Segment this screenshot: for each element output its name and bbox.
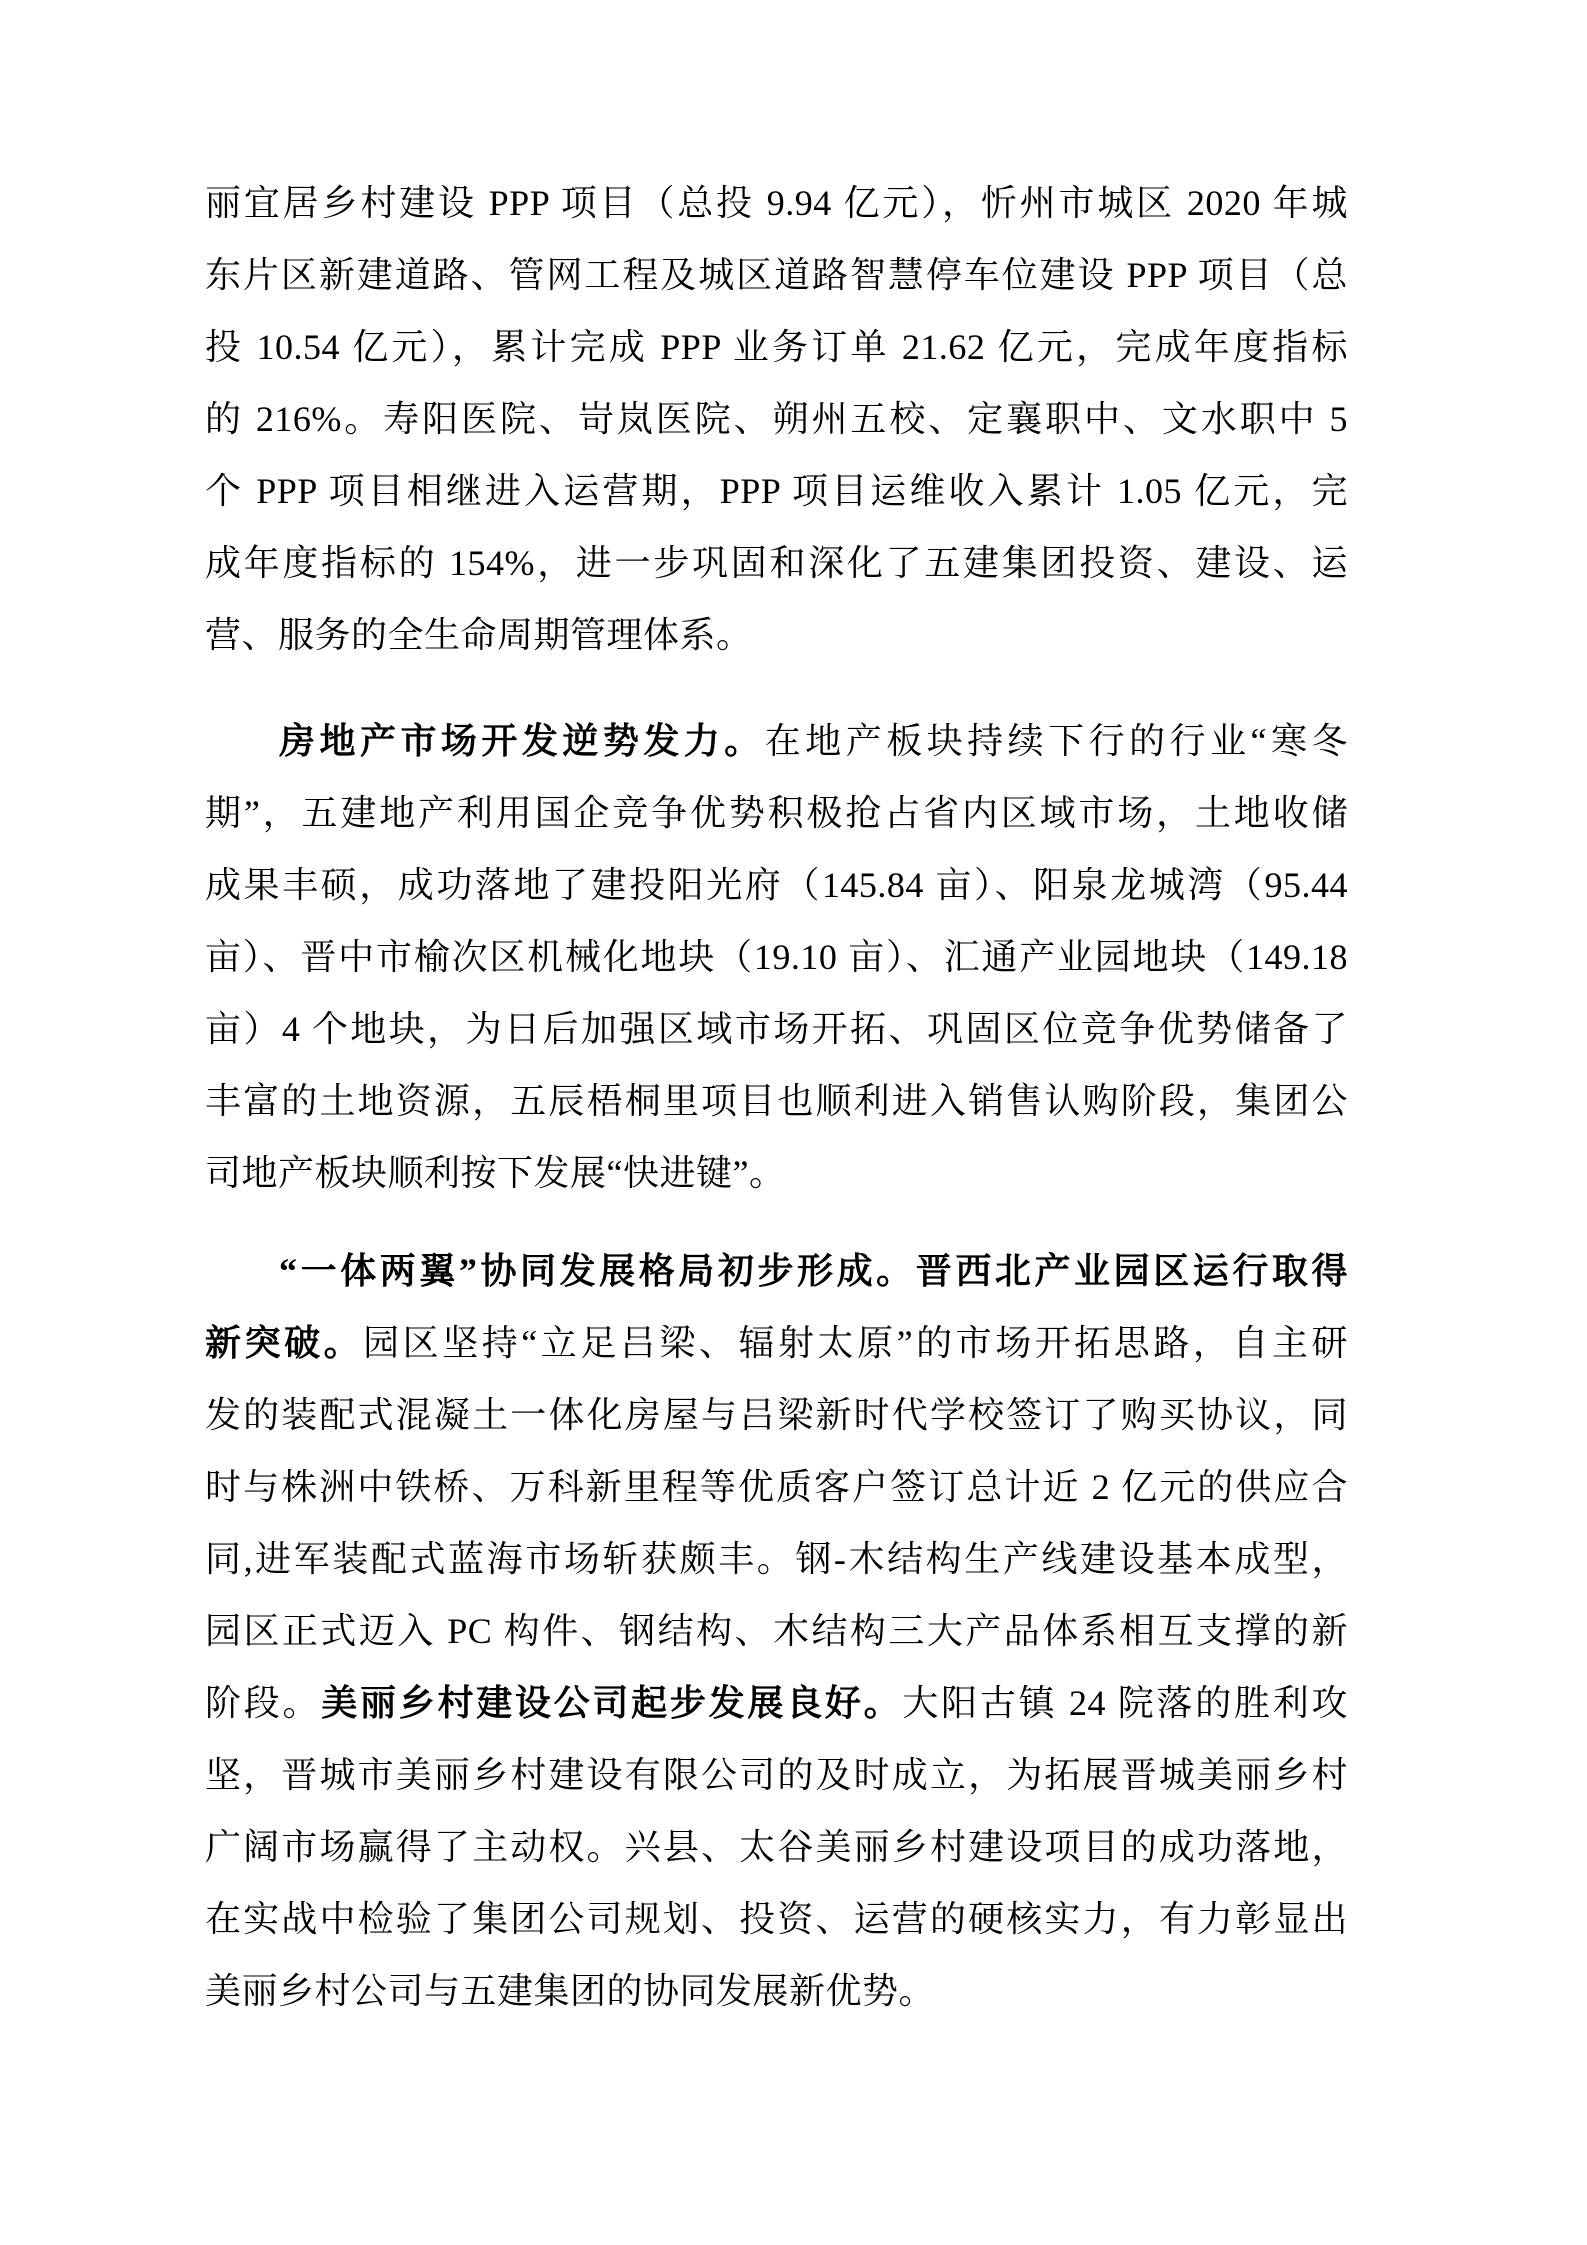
text-run: 东片区新建道路、管网工程及城区道路智慧停车位建设 PPP 项目（总: [205, 255, 1348, 295]
text-run: 大阳古镇 24 院落的胜利攻: [902, 1683, 1348, 1723]
text-line: [205, 527, 1348, 599]
paragraph: [205, 705, 1348, 1209]
text-run: 亩）4 个地块，为日后加强区域市场开拓、巩固区位竞争优势储备了: [205, 1009, 1348, 1049]
bold-text-run: “一体两翼”协同发展格局初步形成。晋西北产业园区运行取得: [279, 1251, 1348, 1291]
text-line: [205, 1065, 1348, 1137]
text-run: 个 PPP 项目相继进入运营期，PPP 项目运维收入累计 1.05 亿元，完: [205, 471, 1348, 511]
text-line: [205, 167, 1348, 239]
text-run: 亩）、晋中市榆次区机械化地块（19.10 亩）、汇通产业园地块（149.18: [205, 937, 1348, 977]
text-line: [205, 1811, 1348, 1883]
text-run: 在地产板块持续下行的行业“寒冬: [764, 721, 1348, 761]
text-run: 同,进军装配式蓝海市场斩获颇丰。钢-木结构生产线建设基本成型，: [205, 1539, 1348, 1579]
text-line: [205, 1883, 1348, 1955]
text-run: 丰富的土地资源，五辰梧桐里项目也顺利进入销售认购阶段，集团公: [205, 1081, 1348, 1121]
document-text: [205, 167, 1348, 2027]
text-line: [205, 993, 1348, 1065]
text-line: [205, 1739, 1348, 1811]
text-run: 时与株洲中铁桥、万科新里程等优质客户签订总计近 2 亿元的供应合: [205, 1467, 1348, 1507]
text-run: 的 216%。寿阳医院、岢岚医院、朔州五校、定襄职中、文水职中 5: [205, 399, 1348, 439]
bold-text-run: 美丽乡村建设公司起步发展良好。: [321, 1683, 903, 1723]
text-line: [205, 777, 1348, 849]
text-run: 阶段。: [205, 1683, 322, 1723]
text-line: [205, 1235, 1348, 1307]
text-run: 在实战中检验了集团公司规划、投资、运营的硬核实力，有力彰显出: [205, 1899, 1348, 1939]
paragraph: [205, 1235, 1348, 2027]
text-run: 营、服务的全生命周期管理体系。: [205, 615, 753, 655]
text-run: 投 10.54 亿元），累计完成 PPP 业务订单 21.62 亿元，完成年度指标: [205, 327, 1348, 367]
text-run: 成年度指标的 154%，进一步巩固和深化了五建集团投资、建设、运: [205, 543, 1348, 583]
text-line: [205, 599, 1348, 671]
text-line: [205, 705, 1348, 777]
text-line: [205, 1379, 1348, 1451]
text-run: 美丽乡村公司与五建集团的协同发展新优势。: [205, 1971, 936, 2011]
text-run: 广阔市场赢得了主动权。兴县、太谷美丽乡村建设项目的成功落地，: [205, 1827, 1348, 1867]
text-line: [205, 1451, 1348, 1523]
bold-text-run: 新突破。: [205, 1323, 364, 1363]
paragraph: [205, 167, 1348, 671]
text-line: [205, 1667, 1348, 1739]
text-run: 成果丰硕，成功落地了建投阳光府（145.84 亩）、阳泉龙城湾（95.44: [205, 865, 1348, 905]
text-run: 发的装配式混凝土一体化房屋与吕梁新时代学校签订了购买协议，同: [205, 1395, 1348, 1435]
text-run: 司地产板块顺利按下发展“快进键”。: [205, 1153, 786, 1193]
text-line: [205, 1595, 1348, 1667]
text-run: 丽宜居乡村建设 PPP 项目（总投 9.94 亿元），忻州市城区 2020 年城: [205, 183, 1348, 223]
text-line: [205, 1307, 1348, 1379]
text-line: [205, 239, 1348, 311]
text-line: [205, 455, 1348, 527]
text-line: [205, 1523, 1348, 1595]
text-run: 园区正式迈入 PC 构件、钢结构、木结构三大产品体系相互支撑的新: [205, 1611, 1348, 1651]
text-run: 坚，晋城市美丽乡村建设有限公司的及时成立，为拓展晋城美丽乡村: [205, 1755, 1348, 1795]
text-run: 期”，五建地产利用国企竞争优势积极抢占省内区域市场，土地收储: [205, 793, 1348, 833]
text-line: [205, 383, 1348, 455]
bold-text-run: 房地产市场开发逆势发力。: [279, 721, 765, 761]
text-line: [205, 921, 1348, 993]
text-line: [205, 849, 1348, 921]
text-line: [205, 1955, 1348, 2027]
text-line: [205, 1137, 1348, 1209]
text-run: 园区坚持“立足吕梁、辐射太原”的市场开拓思路，自主研: [363, 1323, 1348, 1363]
text-line: [205, 311, 1348, 383]
